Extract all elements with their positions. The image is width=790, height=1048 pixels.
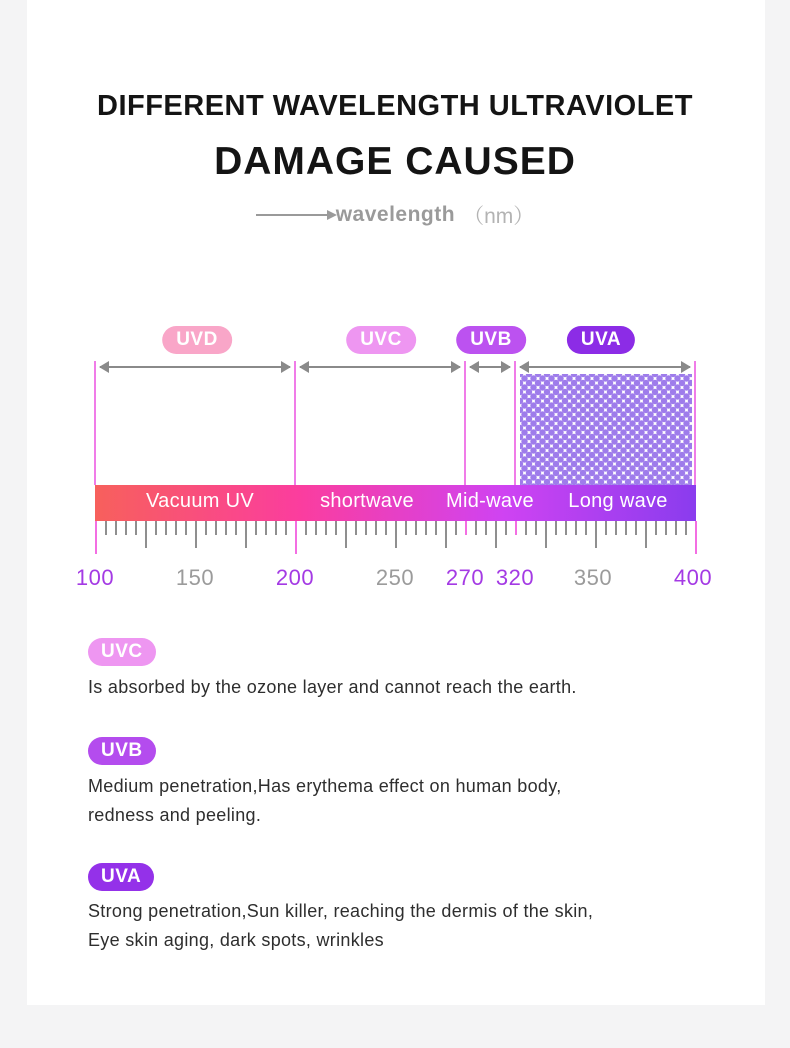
section-text-uvc-line1: Is absorbed by the ozone layer and cannot reach the earth. xyxy=(88,677,577,697)
ruler-tick xyxy=(485,521,487,535)
band-badge-uvb: UVB xyxy=(456,326,526,354)
ruler-tick xyxy=(215,521,217,535)
ruler-tick xyxy=(565,521,567,535)
spectrum-bar xyxy=(95,485,696,521)
ruler-tick xyxy=(405,521,407,535)
boundary-line-270 xyxy=(464,361,466,485)
wavelength-label: wavelength xyxy=(335,203,456,226)
ruler-tick xyxy=(165,521,167,535)
ruler-tick xyxy=(445,521,447,548)
ruler-tick xyxy=(455,521,457,535)
ruler-tick xyxy=(225,521,227,535)
ruler-tick xyxy=(535,521,537,535)
section-badge-uva: UVA xyxy=(88,863,154,891)
ruler-tick xyxy=(235,521,237,535)
ruler-tick xyxy=(335,521,337,535)
ruler-tick xyxy=(255,521,257,535)
scale-label-400: 400 xyxy=(673,565,713,590)
ruler-tick xyxy=(495,521,497,548)
ruler-tick xyxy=(635,521,637,535)
scale-labels xyxy=(75,565,713,591)
ruler-tick xyxy=(645,521,647,548)
ruler-tick xyxy=(325,521,327,535)
section-text-uvb xyxy=(88,772,708,830)
ruler-tick xyxy=(245,521,247,548)
ruler-tick xyxy=(205,521,207,535)
boundary-line-100 xyxy=(94,361,96,485)
scale-label-350: 350 xyxy=(573,565,613,590)
range-arrow-uvc xyxy=(300,366,460,368)
ruler-tick xyxy=(115,521,117,535)
ruler-tick xyxy=(105,521,107,535)
ruler-tick xyxy=(275,521,277,535)
wavelength-unit: （nm） xyxy=(463,205,535,228)
ruler-tick xyxy=(285,521,287,535)
ruler-tick xyxy=(415,521,417,535)
boundary-line-320 xyxy=(514,361,516,485)
ruler-tick xyxy=(515,521,517,535)
ruler-tick xyxy=(605,521,607,535)
ruler-tick xyxy=(545,521,547,548)
band-badge-uvc: UVC xyxy=(346,326,416,354)
range-arrow-uvd xyxy=(100,366,290,368)
ruler-tick xyxy=(315,521,317,535)
ruler-tick xyxy=(595,521,597,548)
ruler-tick xyxy=(395,521,397,548)
section-text-uva xyxy=(88,897,708,955)
ruler-tick xyxy=(575,521,577,535)
band-badge-uva: UVA xyxy=(567,326,635,354)
ruler-tick xyxy=(345,521,347,548)
ruler-tick xyxy=(505,521,507,535)
ruler-tick xyxy=(265,521,267,535)
scale-label-320: 320 xyxy=(495,565,535,590)
page-title-line2: DAMAGE CAUSED xyxy=(214,140,576,183)
section-text-uva-line2: Eye skin aging, dark spots, wrinkles xyxy=(88,930,384,950)
ruler-tick xyxy=(175,521,177,535)
section-badge-uvc: UVC xyxy=(88,638,156,666)
bar-label-shortwave: shortwave xyxy=(320,490,414,512)
wavelength-note xyxy=(0,200,790,230)
section-text-uvc xyxy=(88,673,708,702)
ruler-tick xyxy=(435,521,437,535)
ruler-tick xyxy=(125,521,127,535)
ruler-tick xyxy=(665,521,667,535)
ruler-tick xyxy=(135,521,137,535)
ruler-tick xyxy=(365,521,367,535)
boundary-line-400 xyxy=(694,361,696,485)
ruler-tick xyxy=(425,521,427,535)
uva-dotted-region xyxy=(520,374,692,485)
section-text-uvb-line1: Medium penetration,Has erythema effect on human body, xyxy=(88,776,562,796)
bar-label-vacuum-uv: Vacuum UV xyxy=(146,490,254,512)
right-arrow-icon xyxy=(256,214,328,216)
range-arrow-uvb xyxy=(470,366,510,368)
scale-label-150: 150 xyxy=(175,565,215,590)
section-text-uva-line1: Strong penetration,Sun killer, reaching the dermis of the skin, xyxy=(88,901,594,921)
scale-label-200: 200 xyxy=(275,565,315,590)
scale-label-270: 270 xyxy=(445,565,485,590)
band-badge-uvd: UVD xyxy=(162,326,232,354)
ruler-tick xyxy=(185,521,187,535)
ruler-tick xyxy=(695,521,697,554)
bar-label-long-wave: Long wave xyxy=(568,490,668,512)
ruler-tick xyxy=(295,521,297,554)
ruler-tick xyxy=(675,521,677,535)
ruler-tick xyxy=(145,521,147,548)
ruler-tick xyxy=(385,521,387,535)
boundary-line-200 xyxy=(294,361,296,485)
ruler-tick xyxy=(465,521,467,535)
ruler-tick xyxy=(555,521,557,535)
ruler-tick xyxy=(655,521,657,535)
ruler-tick xyxy=(625,521,627,535)
section-text-uvb-line2: redness and peeling. xyxy=(88,805,262,825)
scale-label-250: 250 xyxy=(375,565,415,590)
ruler-tick xyxy=(155,521,157,535)
bar-label-mid-wave: Mid-wave xyxy=(446,490,534,512)
ruler xyxy=(95,521,696,561)
ruler-tick xyxy=(195,521,197,548)
scale-label-100: 100 xyxy=(75,565,115,590)
section-badge-uvb: UVB xyxy=(88,737,156,765)
ruler-tick xyxy=(475,521,477,535)
ruler-tick xyxy=(685,521,687,535)
page-title-line1: DIFFERENT WAVELENGTH ULTRAVIOLET xyxy=(97,90,693,122)
ruler-tick xyxy=(525,521,527,535)
range-arrow-uva xyxy=(520,366,690,368)
ruler-tick xyxy=(305,521,307,535)
ruler-tick xyxy=(615,521,617,535)
ruler-tick xyxy=(95,521,97,554)
ruler-tick xyxy=(375,521,377,535)
ruler-tick xyxy=(585,521,587,535)
ruler-tick xyxy=(355,521,357,535)
